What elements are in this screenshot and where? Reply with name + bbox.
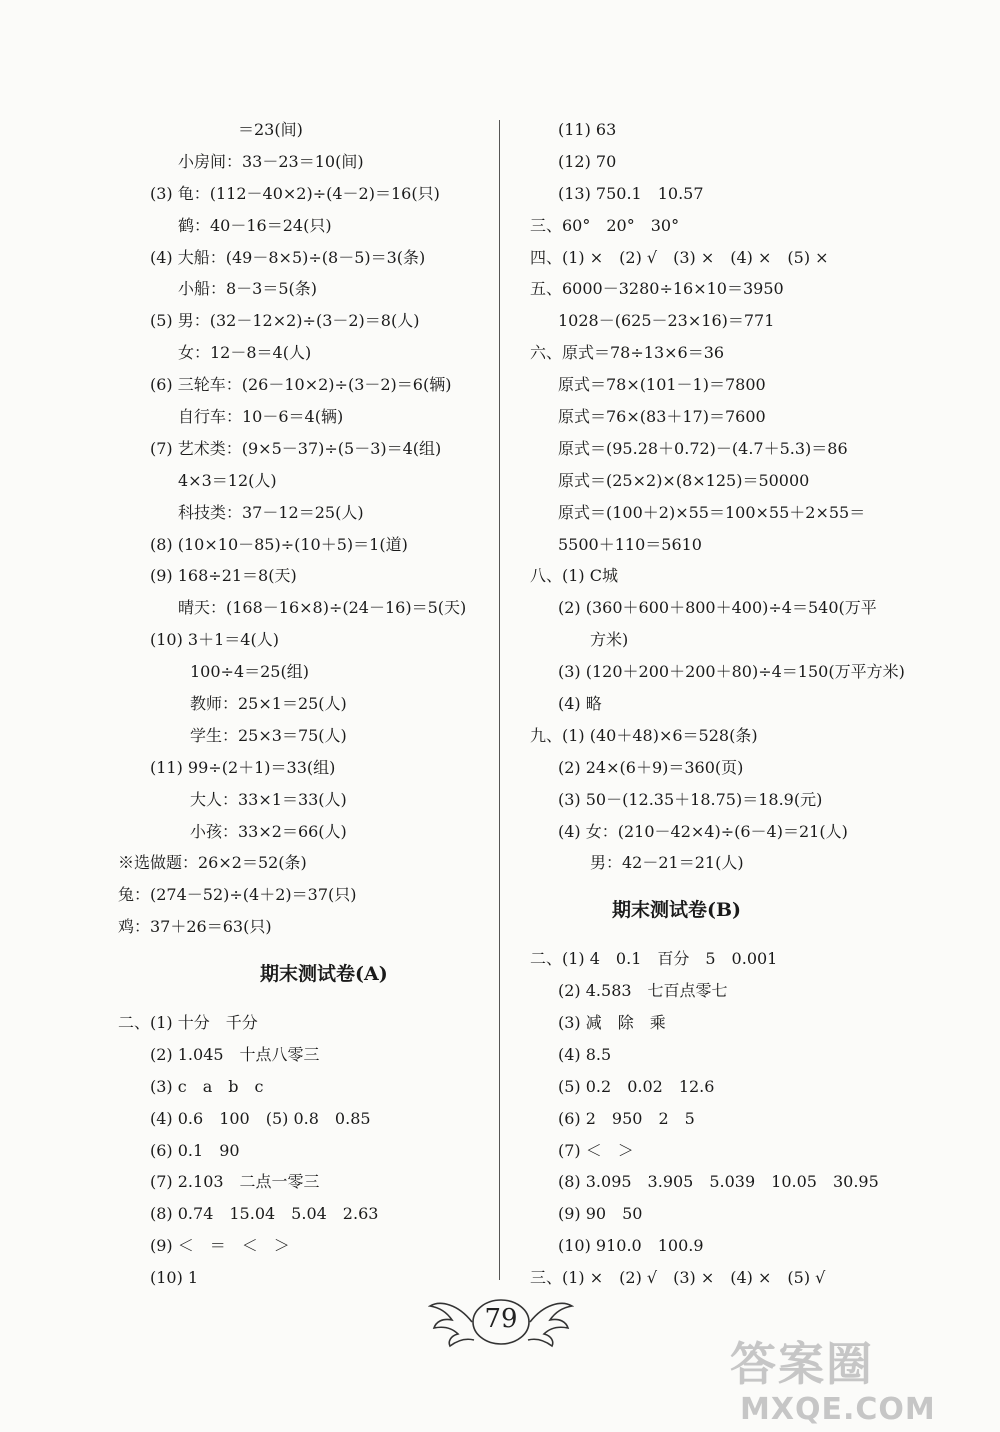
watermark-logo-text: 答案圈 — [730, 1337, 874, 1391]
page-number-ornament — [428, 1292, 574, 1354]
answer-line: (3) c a b c — [150, 1076, 264, 1096]
answer-line: 原式＝(25×2)×(8×125)＝50000 — [558, 470, 810, 490]
answer-line: 大人：33×1＝33(人) — [190, 789, 347, 809]
answer-line: 4×3＝12(人) — [178, 470, 277, 490]
answer-line: (10) 910.0 100.9 — [558, 1236, 704, 1256]
answer-line: (2) (360＋600＋800＋400)÷4＝540(万平 — [558, 598, 877, 618]
answer-line: 原式＝(100＋2)×55＝100×55＋2×55＝ — [558, 502, 866, 522]
answer-line: (8) 0.74 15.04 5.04 2.63 — [150, 1204, 379, 1224]
section-heading: 期末测试卷(A) — [260, 963, 388, 986]
answer-line: (5) 男：(32－12×2)÷(3－2)＝8(人) — [150, 311, 420, 331]
answer-line: 女：12－8＝4(人) — [178, 343, 312, 363]
answer-line: 学生：25×3＝75(人) — [190, 725, 347, 745]
answer-line: 九、(1) (40＋48)×6＝528(条) — [530, 725, 758, 745]
answer-line: (2) 4.583 七百点零七 — [558, 981, 728, 1001]
answer-line: 六、原式＝78÷13×6＝36 — [530, 343, 725, 363]
column-divider — [499, 120, 500, 1280]
answer-line: 五、6000－3280÷16×10＝3950 — [530, 279, 784, 299]
answer-line: 晴天：(168－16×8)÷(24－16)＝5(天) — [178, 598, 467, 618]
answer-line: 小船：8－3＝5(条) — [178, 279, 318, 299]
answer-line: 三、(1) × (2) √ (3) × (4) × (5) √ — [530, 1268, 826, 1288]
answer-line: (7) 2.103 二点一零三 — [150, 1172, 320, 1192]
answer-line: 自行车：10－6＝4(辆) — [178, 407, 344, 427]
answer-line: (13) 750.1 10.57 — [558, 183, 704, 203]
answer-line: 鸡：37＋26＝63(只) — [118, 917, 272, 937]
answer-line: 鹤：40－16＝24(只) — [178, 215, 332, 235]
answer-line: 原式＝78×(101－1)＝7800 — [558, 375, 766, 395]
answer-line: (4) 略 — [558, 694, 602, 714]
answer-line: 小孩：33×2＝66(人) — [190, 821, 347, 841]
answer-line: 兔：(274－52)÷(4＋2)＝37(只) — [118, 885, 357, 905]
answer-line: (8) (10×10－85)÷(10＋5)＝1(道) — [150, 534, 408, 554]
answer-line: 科技类：37－12＝25(人) — [178, 502, 364, 522]
answer-line: (12) 70 — [558, 151, 617, 171]
answer-line: (8) 3.095 3.905 5.039 10.05 30.95 — [558, 1172, 879, 1192]
answer-line: 二、(1) 4 0.1 百分 5 0.001 — [530, 949, 778, 969]
answer-line: (11) 99÷(2＋1)＝33(组) — [150, 757, 336, 777]
answer-line: 小房间：33－23＝10(间) — [178, 151, 364, 171]
answer-line: 四、(1) × (2) √ (3) × (4) × (5) × — [530, 247, 829, 267]
answer-line: (5) 0.2 0.02 12.6 — [558, 1076, 715, 1096]
answer-line: (3) 龟：(112－40×2)÷(4－2)＝16(只) — [150, 183, 440, 203]
section-heading: 期末测试卷(B) — [612, 899, 742, 922]
answer-line: 原式＝76×(83＋17)＝7600 — [558, 407, 766, 427]
answer-line: ＝23(间) — [238, 120, 303, 139]
answer-line: (2) 1.045 十点八零三 — [150, 1044, 320, 1064]
answer-line: (4) 0.6 100 (5) 0.8 0.85 — [150, 1108, 371, 1128]
answer-line: 100÷4＝25(组) — [190, 662, 309, 682]
answer-line: (2) 24×(6＋9)＝360(页) — [558, 757, 744, 777]
answer-line: (4) 女：(210－42×4)÷(6－4)＝21(人) — [558, 821, 848, 841]
answer-line: (9) ＜ ＝ ＜ ＞ — [150, 1236, 290, 1256]
answer-line: 原式＝(95.28＋0.72)－(4.7＋5.3)＝86 — [558, 438, 848, 458]
right-column — [530, 114, 970, 1294]
answer-line: 男：42－21＝21(人) — [590, 853, 744, 873]
answer-line: (4) 大船：(49－8×5)÷(8－5)＝3(条) — [150, 247, 426, 267]
answer-line: (4) 8.5 — [558, 1044, 612, 1064]
answer-line: 方米) — [590, 630, 629, 650]
left-column — [118, 114, 490, 1294]
answer-line: 5500＋110＝5610 — [558, 534, 702, 554]
answer-line: 三、60° 20° 30° — [530, 215, 680, 235]
answer-line: (11) 63 — [558, 120, 617, 139]
answer-line: 1028－(625－23×16)＝771 — [558, 311, 775, 331]
answer-line: 八、(1) C城 — [530, 566, 618, 586]
answer-line: (3) 减 除 乘 — [558, 1012, 666, 1032]
watermark — [730, 1328, 1000, 1432]
answer-line: (10) 1 — [150, 1268, 199, 1288]
answer-line: 教师：25×1＝25(人) — [190, 694, 347, 714]
answer-line: (3) 50－(12.35＋18.75)＝18.9(元) — [558, 789, 823, 809]
answer-line: (3) (120＋200＋200＋80)÷4＝150(万平方米) — [558, 662, 905, 682]
answer-line: (7) 艺术类：(9×5－37)÷(5－3)＝4(组) — [150, 438, 442, 458]
answer-line: (9) 90 50 — [558, 1204, 643, 1224]
page-number: 79 — [484, 1304, 518, 1334]
watermark-url: MXQE.COM — [740, 1392, 936, 1427]
answer-line: (6) 2 950 2 5 — [558, 1108, 695, 1128]
answer-line: (6) 0.1 90 — [150, 1140, 240, 1160]
answer-line: (10) 3＋1＝4(人) — [150, 630, 279, 650]
answer-line: 二、(1) 十分 千分 — [118, 1012, 258, 1032]
answer-line: (9) 168÷21＝8(天) — [150, 566, 297, 586]
answer-line: (6) 三轮车：(26－10×2)÷(3－2)＝6(辆) — [150, 375, 452, 395]
answer-line: (7) ＜ ＞ — [558, 1140, 634, 1160]
answer-line: ※选做题：26×2＝52(条) — [118, 853, 307, 873]
